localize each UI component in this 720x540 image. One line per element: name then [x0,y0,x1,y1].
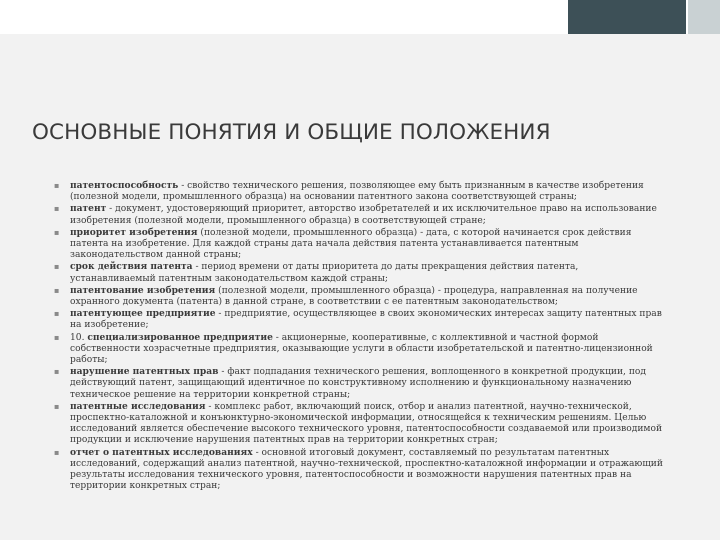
definition: - свойство технического решения, позволяющее ему быть признанным в качестве изобретения (полезной модели, промышленного образца) на основании патентного закона соответствующей страны; [70,181,644,203]
term: патентующее предприятие [70,308,216,320]
bullet-icon: ▪ [54,181,60,190]
list-item [54,308,664,331]
bullet-icon: ▪ [54,262,60,272]
term: патентные исследования [70,400,206,412]
bullet-icon: ▪ [54,309,60,319]
slide-title: ОСНОВНЫЕ ПОНЯТИЯ И ОБЩИЕ ПОЛОЖЕНИЯ [32,120,551,145]
term: нарушение патентных прав [70,366,219,378]
term: патентование изобретения [70,284,216,296]
definitions-list [54,180,664,492]
term: патентоспособность [70,180,179,191]
header-accent-light [688,0,720,34]
definition: - период времени от даты приоритета до даты прекращения действия патента, устанавливаемый патентным законодательством каждой страны; [70,262,579,284]
definition: - предприятие, осуществляющее в своих экономических интересах защиту патентных прав на изобретение; [70,309,662,331]
definition: - документ, удостоверяющий приоритет, авторство изобретателей и их исключительное право на использование изобретения (полезной модели, промышленного образца) в соответствующей стране; [70,204,657,226]
header-accent-dark [568,0,686,34]
list-item [54,366,664,401]
bullet-icon: ▪ [54,204,60,214]
bullet-icon: ▪ [54,227,60,237]
list-item [54,203,664,226]
definition: (полезной модели, промышленного образца) - процедура, направленная на получение охранного документа (патента) в данной стране, в соответствии с ее патентным законодательством; [70,285,638,308]
definition: - комплекс работ, включающий поиск, отбор и анализ патентной, научно-технической, проспектно-каталожной и конъюнктурно-экономической информации, относящейся к техническим решениям. Целью исследований является обеспечение высокого технического уровня, патентоспособности создаваемой или производимой продукции и исключение нарушения патентных прав на территории конкретных стран; [70,401,662,446]
list-item [54,332,664,367]
list-item [54,180,664,203]
term: срок действия патента [70,261,193,273]
term: приоритет изобретения [70,226,198,238]
term: патент [70,203,107,215]
list-item [54,447,664,493]
bullet-icon: ▪ [54,401,60,411]
definition: - акционерные, кооперативные, с коллективной и частной формой собственности хозрасчетные предприятия, оказывающие услуги в области изобретательской и патентно-лицензионной работы; [70,332,653,366]
bullet-icon: ▪ [54,447,60,457]
list-item [54,227,664,262]
definition: (полезной модели, промышленного образца) - дата, с которой начинается срок действия патента на изобретение. Для каждой страны дата начала действия патента устанавливается патентным законодательством данной страны; [70,227,632,261]
top-bar [0,0,720,34]
list-item [54,285,664,308]
bullet-icon: ▪ [54,367,60,377]
item-number: 10. [70,332,88,343]
definition: - факт подпадания технического решения, воплощенного в конкретной продукции, под действующий патент, защищающий идентичное по конструктивному исполнению и функциональному назначению техническое решение на территории конкретной страны; [70,367,646,400]
definition: - основной итоговый документ, составляемый по результатам патентных исследований, содержащий анализ патентной, научно-технической, проспектно-каталожной информации и отражающий результаты исследования технического уровня, патентоспособности и возможности нарушения патентных прав на территории конкретных стран; [70,447,663,492]
term: отчет о патентных исследованиях [70,446,253,458]
bullet-icon: ▪ [54,285,60,295]
bullet-icon: ▪ [54,332,60,342]
term: специализированное предприятие [87,331,273,343]
list-item [54,401,664,447]
list-item [54,261,664,284]
